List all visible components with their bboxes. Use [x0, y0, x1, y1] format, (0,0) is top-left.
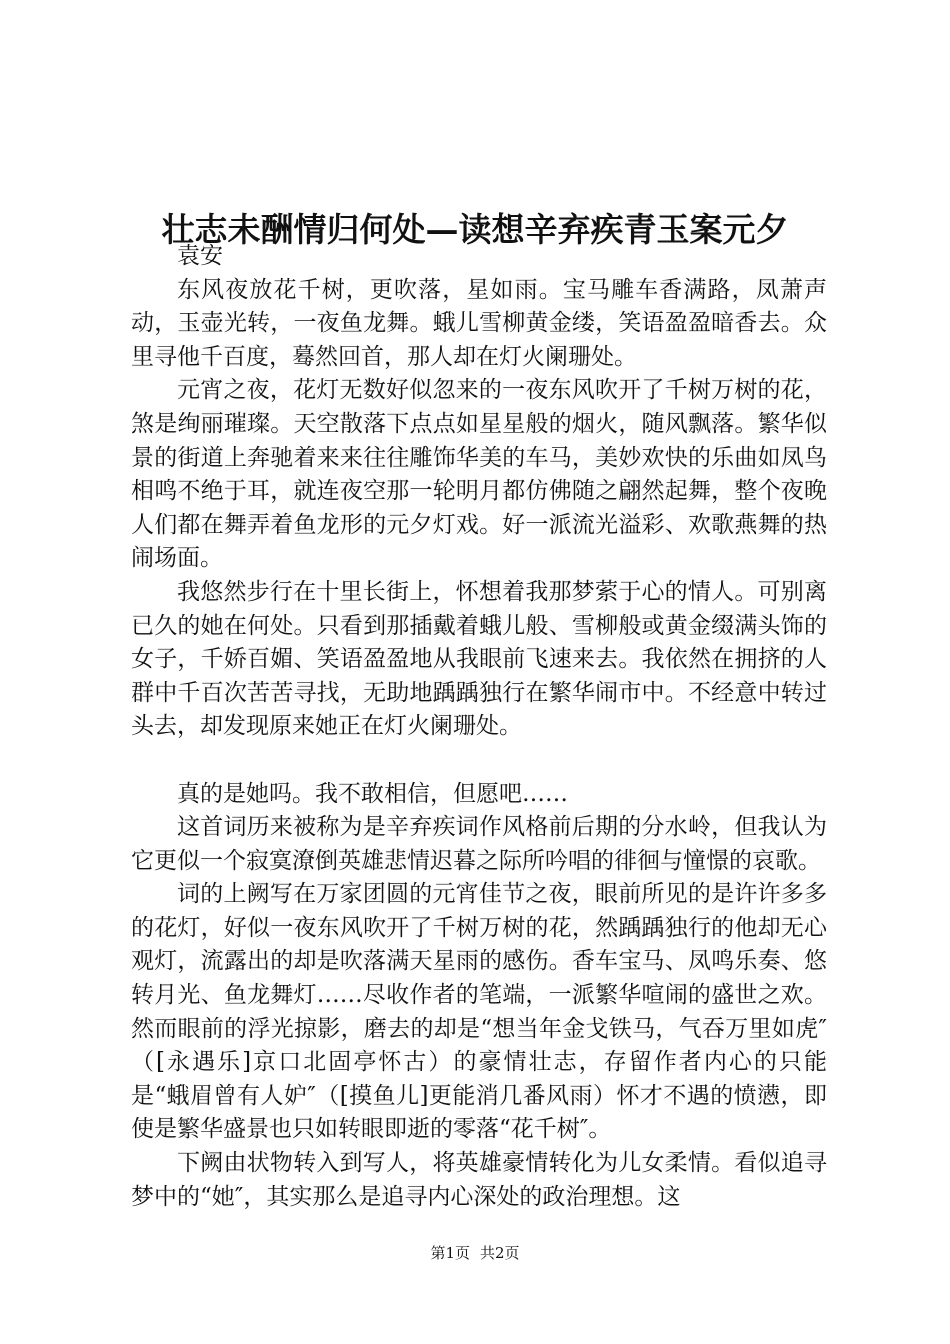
paragraph: 下阙由状物转入到写人，将英雄豪情转化为儿女柔情。看似追寻梦中的“她″，其实那么是追寻内心深处的政治理想。这: [131, 1150, 827, 1210]
paragraph: 我悠然步行在十里长街上，怀想着我那梦萦于心的情人。可别离已久的她在何处。只看到那插戴着蛾儿般、雪柳般或黄金缀满头饰的女子，千娇百媚、笑语盈盈地从我眼前飞速来去。我依然在拥挤的人群中千百次苦苦寻找，无助地踽踽独行在繁华闹市中。不经意中转过头去，却发现原来她正在灯火阑珊处。: [131, 578, 827, 740]
author-name: 袁安: [177, 243, 223, 269]
paragraph: 真的是她吗。我不敢相信，但愿吧……: [177, 780, 568, 807]
page-number-total: 共2页: [480, 1244, 520, 1262]
page-footer: [0, 1243, 950, 1263]
paragraph: 词的上阙写在万家团圆的元宵佳节之夜，眼前所见的是许许多多的花灯，好似一夜东风吹开了千树万树的花，然踽踽独行的他却无心观灯，流露出的却是吹落满天星雨的感伤。香车宝马、凤鸣乐奏、悠转月光、鱼龙舞灯……尽收作者的笔端，一派繁华喧闹的盛世之欢。然而眼前的浮光掠影，磨去的却是“想当年金戈铁马，气吞万里如虎″（[永遇乐]京口北固亭怀古）的豪情壮志，存留作者内心的只能是“蛾眉曾有人妒″（[摸鱼儿]更能消几番风雨）怀才不遇的愤懑，即使是繁华盛景也只如转眼即逝的零落“花千树″。: [131, 881, 827, 1143]
page-number-current: 第1页: [430, 1244, 470, 1262]
paragraph: 元宵之夜，花灯无数好似忽来的一夜东风吹开了千树万树的花，煞是绚丽璀璨。天空散落下点点如星星般的烟火，随风飘落。繁华似景的街道上奔驰着来来往往雕饰华美的车马，美妙欢快的乐曲如凤鸟相鸣不绝于耳，就连夜空那一轮明月都仿佛随之翩然起舞，整个夜晚人们都在舞弄着鱼龙形的元夕灯戏。好一派流光溢彩、欢歌燕舞的热闹场面。: [131, 377, 827, 572]
paragraph: 这首词历来被称为是辛弃疾词作风格前后期的分水岭，但我认为它更似一个寂寞潦倒英雄悲情迟暮之际所吟唱的徘徊与憧憬的哀歌。: [131, 814, 827, 874]
paragraph-poem: 东风夜放花千树，更吹落，星如雨。宝马雕车香满路，凤萧声动，玉壶光转，一夜鱼龙舞。蛾儿雪柳黄金缕，笑语盈盈暗香去。众里寻他千百度，蓦然回首，那人却在灯火阑珊处。: [131, 276, 827, 370]
article-body: [131, 240, 827, 1214]
page-title: 壮志未酬情归何处—读想辛弃疾青玉案元夕: [161, 210, 789, 250]
